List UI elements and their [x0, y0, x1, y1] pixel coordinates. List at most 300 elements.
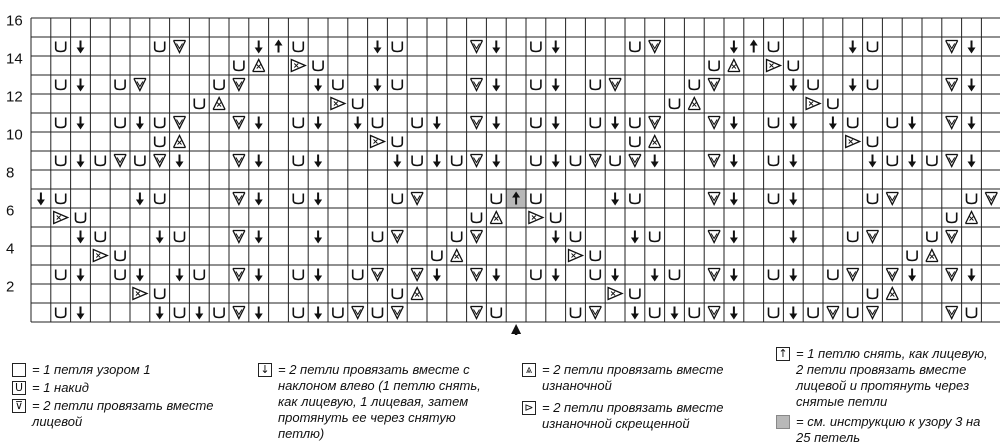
- stitch-dn: [492, 79, 500, 92]
- stitch-A2: [490, 212, 502, 224]
- stitch-V2: [174, 117, 186, 129]
- stitch-U: [293, 308, 303, 318]
- stitch-dn: [552, 41, 560, 54]
- stitch-U: [293, 156, 303, 166]
- stitch-U: [76, 213, 86, 223]
- legend-item-ssk: [258, 362, 498, 442]
- legend-text: = 2 петли провязать вместе изнаночной скрещенной: [542, 400, 724, 431]
- stitch-dn: [671, 307, 679, 320]
- stitch-U: [155, 118, 165, 128]
- stitch-U: [531, 194, 541, 204]
- stitch-dn: [354, 117, 362, 130]
- stitch-U: [56, 156, 66, 166]
- stitch-dn: [77, 155, 85, 168]
- stitch-U: [848, 118, 858, 128]
- row-label-left: 16: [6, 12, 23, 30]
- stitch-dn: [77, 269, 85, 282]
- stitch-dn: [908, 117, 916, 130]
- stitch-U: [373, 308, 383, 318]
- stitch-P2: [93, 250, 107, 262]
- stitch-V2: [589, 155, 601, 167]
- stitch-dn: [789, 269, 797, 282]
- stitch-V2: [867, 307, 879, 319]
- stitch-dn: [77, 117, 85, 130]
- stitch-V2: [708, 117, 720, 129]
- stitch-U: [927, 156, 937, 166]
- stitch-dn: [156, 307, 164, 320]
- stitch-U: [392, 194, 402, 204]
- stitch-dn: [255, 155, 263, 168]
- stitch-U: [808, 308, 818, 318]
- stitch-dn: [631, 307, 639, 320]
- stitch-up: [275, 40, 283, 53]
- stitch-dn: [37, 193, 45, 206]
- stitch-dn: [374, 41, 382, 54]
- stitch-U: [392, 42, 402, 52]
- stitch-U: [194, 99, 204, 109]
- stitch-U: [313, 61, 323, 71]
- stitch-U: [769, 308, 779, 318]
- stitch-V2: [154, 155, 166, 167]
- stitch-U: [630, 289, 640, 299]
- stitch-U: [452, 156, 462, 166]
- stitch-V2: [233, 117, 245, 129]
- stitch-U: [56, 118, 66, 128]
- stitch-V2: [946, 79, 958, 91]
- stitch-V2: [649, 117, 661, 129]
- stitch-V2: [233, 155, 245, 167]
- stitch-dn: [908, 269, 916, 282]
- row-label-left: 10: [6, 126, 23, 144]
- row-label-left: 8: [6, 164, 15, 182]
- stitch-dn: [492, 41, 500, 54]
- stitch-dn: [77, 231, 85, 244]
- stitch-P2: [846, 136, 860, 148]
- stitch-dn: [492, 155, 500, 168]
- stitch-V2: [985, 193, 997, 205]
- stitch-V2: [471, 117, 483, 129]
- stitch-U: [769, 118, 779, 128]
- stitch-P2: [133, 288, 147, 300]
- stitch-U: [689, 308, 699, 318]
- stitch-V2: [946, 117, 958, 129]
- stitch-V2: [471, 231, 483, 243]
- stitch-dn: [433, 117, 441, 130]
- stitch-dn: [730, 117, 738, 130]
- stitch-U: [373, 118, 383, 128]
- stitch-A2: [966, 212, 978, 224]
- stitch-dn: [552, 155, 560, 168]
- stitch-U: [947, 213, 957, 223]
- stitch-dn: [552, 79, 560, 92]
- stitch-U: [392, 137, 402, 147]
- stitch-U: [155, 194, 165, 204]
- stitch-dn: [611, 117, 619, 130]
- stitch-U: [709, 61, 719, 71]
- stitch-V2: [411, 193, 423, 205]
- stitch-dn: [730, 307, 738, 320]
- stitch-dn: [314, 269, 322, 282]
- stitch-V2: [372, 269, 384, 281]
- stitch-dn: [314, 193, 322, 206]
- stitch-U: [293, 42, 303, 52]
- stitch-U: [155, 42, 165, 52]
- stitch-dn: [255, 231, 263, 244]
- stitch-V2: [471, 307, 483, 319]
- stitch-V2: [233, 269, 245, 281]
- stitch-dn: [255, 307, 263, 320]
- stitch-dn: [730, 41, 738, 54]
- stitch-U: [293, 118, 303, 128]
- stitch-V2: [589, 307, 601, 319]
- stitch-dn: [176, 155, 184, 168]
- row-label-left: 12: [6, 88, 23, 106]
- stitch-V2: [352, 307, 364, 319]
- legend-item-p2tog: [522, 362, 742, 394]
- stitch-U: [353, 99, 363, 109]
- stitch-dn: [789, 193, 797, 206]
- row-label-left: 4: [6, 240, 15, 258]
- stitch-V2: [946, 155, 958, 167]
- stitch-V2: [174, 41, 186, 53]
- row-label-left: 14: [6, 50, 23, 68]
- stitch-U: [590, 251, 600, 261]
- stitch-dn: [849, 41, 857, 54]
- stitch-dn: [789, 231, 797, 244]
- stitch-U: [333, 80, 343, 90]
- stitch-dn: [77, 307, 85, 320]
- stitch-dn: [869, 155, 877, 168]
- stitch-P2: [569, 250, 583, 262]
- stitch-U: [531, 42, 541, 52]
- stitch-U: [670, 270, 680, 280]
- stitch-U: [472, 213, 482, 223]
- stitch-dn: [789, 307, 797, 320]
- stitch-V2: [708, 307, 720, 319]
- stitch-U: [927, 232, 937, 242]
- stitch-U: [95, 156, 105, 166]
- stitch-A2: [213, 98, 225, 110]
- stitch-P2: [806, 98, 820, 110]
- stitch-dn: [908, 155, 916, 168]
- legend-text: = 2 петли провязать вместе изнаночной: [542, 362, 724, 393]
- legend-item-k2tog: [12, 398, 222, 430]
- stitch-dn: [255, 117, 263, 130]
- stitch-dn: [968, 79, 976, 92]
- stitch-U: [491, 194, 501, 204]
- stitch-U: [531, 270, 541, 280]
- stitch-U: [868, 194, 878, 204]
- stitch-dn: [631, 231, 639, 244]
- stitch-U: [333, 308, 343, 318]
- stitch-U: [848, 232, 858, 242]
- ssk-arrow-down-icon: ↓: [258, 363, 272, 377]
- stitch-U: [175, 308, 185, 318]
- stitch-U: [353, 270, 363, 280]
- stitch-U: [373, 232, 383, 242]
- stitch-V2: [946, 269, 958, 281]
- stitch-V2: [471, 79, 483, 91]
- stitch-U: [650, 232, 660, 242]
- stitch-U: [967, 308, 977, 318]
- stitch-dn: [552, 117, 560, 130]
- stitch-V2: [609, 79, 621, 91]
- stitch-P2: [291, 60, 305, 72]
- stitch-dn: [552, 231, 560, 244]
- sk2p-arrow-up-icon: ↑: [776, 347, 790, 361]
- stitch-U: [590, 270, 600, 280]
- stitch-dn: [968, 269, 976, 282]
- stitch-U: [56, 194, 66, 204]
- legend-text: = 2 петли провязать вместе с наклоном влево (1 петлю снять, как лицевую, 1 лицевая, затем протянуть ее через снятую петлю): [278, 362, 481, 441]
- stitch-U: [630, 137, 640, 147]
- stitch-V2: [886, 269, 898, 281]
- stitch-U: [848, 308, 858, 318]
- stitch-U: [828, 99, 838, 109]
- stitch-V2: [708, 155, 720, 167]
- k2tog-icon: ⊽: [12, 399, 26, 413]
- stitch-A2: [451, 250, 463, 262]
- stitch-U: [769, 270, 779, 280]
- stitch-U: [828, 270, 838, 280]
- stitch-U: [650, 308, 660, 318]
- stitch-U: [175, 232, 185, 242]
- legend-column-3: [522, 362, 742, 432]
- stitch-U: [115, 118, 125, 128]
- legend-item-gray: [776, 414, 996, 446]
- stitch-V2: [708, 231, 720, 243]
- stitch-U: [868, 80, 878, 90]
- stitch-U: [788, 61, 798, 71]
- stitch-U: [234, 61, 244, 71]
- stitch-V2: [708, 193, 720, 205]
- stitch-U: [769, 42, 779, 52]
- stitch-U: [135, 156, 145, 166]
- stitch-dn: [730, 231, 738, 244]
- stitch-dn: [968, 117, 976, 130]
- row-label-left: 6: [6, 202, 15, 220]
- stitch-A2: [649, 136, 661, 148]
- stitch-dn: [611, 193, 619, 206]
- stitch-U: [571, 232, 581, 242]
- stitch-U: [214, 308, 224, 318]
- stitch-A2: [886, 288, 898, 300]
- stitch-dn: [136, 269, 144, 282]
- stitch-V2: [886, 193, 898, 205]
- stitch-U: [115, 80, 125, 90]
- gray-square-icon: [776, 415, 790, 429]
- stitch-dn: [255, 269, 263, 282]
- stitch-U: [95, 232, 105, 242]
- legend-column-1: [12, 362, 232, 430]
- stitch-V2: [827, 307, 839, 319]
- stitch-dn: [136, 117, 144, 130]
- legend-text: = 1 накид: [32, 380, 89, 395]
- stitch-U: [531, 80, 541, 90]
- p2tog-icon: ⩓: [522, 363, 536, 377]
- stitch-V2: [946, 307, 958, 319]
- stitch-U: [452, 232, 462, 242]
- stitch-dn: [433, 269, 441, 282]
- stitch-dn: [255, 193, 263, 206]
- stitch-dn: [611, 269, 619, 282]
- stitch-dn: [136, 193, 144, 206]
- legend-text: = см. инструкцию к узору 3 на 25 петель: [796, 414, 981, 445]
- stitch-P2: [371, 136, 385, 148]
- stitch-dn: [492, 269, 500, 282]
- stitch-dn: [393, 155, 401, 168]
- stitch-U: [571, 156, 581, 166]
- stitch-V2: [471, 269, 483, 281]
- stitch-dn: [789, 155, 797, 168]
- stitch-V2: [708, 269, 720, 281]
- legend-item-p2tog-tbl: [522, 400, 742, 432]
- stitch-V2: [391, 307, 403, 319]
- legend-item-sk2p: [776, 346, 996, 410]
- stitch-U: [670, 99, 680, 109]
- stitch-dn: [789, 117, 797, 130]
- stitch-V2: [708, 79, 720, 91]
- stitch-V2: [649, 41, 661, 53]
- stitch-U: [56, 308, 66, 318]
- stitch-U: [769, 194, 779, 204]
- stitch-U: [689, 80, 699, 90]
- stitch-U: [293, 194, 303, 204]
- stitch-up: [750, 40, 758, 53]
- stitch-dn: [968, 155, 976, 168]
- stitch-U: [590, 80, 600, 90]
- stitch-V2: [629, 155, 641, 167]
- stitch-dn: [651, 269, 659, 282]
- stitch-dn: [77, 79, 85, 92]
- stitch-U: [56, 80, 66, 90]
- legend-item-empty: [12, 362, 232, 378]
- stitch-P2: [331, 98, 345, 110]
- row-label-left: 2: [6, 278, 15, 296]
- legend-text: = 1 петлю снять, как лицевую, 2 петли провязать вместе лицевой и протянуть через снятые петли: [796, 346, 988, 409]
- stitch-A2: [253, 60, 265, 72]
- stitch-P2: [608, 288, 622, 300]
- stitch-U: [531, 118, 541, 128]
- stitch-dn: [730, 155, 738, 168]
- stitch-dn: [492, 117, 500, 130]
- stitch-V2: [471, 155, 483, 167]
- stitch-U: [887, 118, 897, 128]
- stitch-U: [531, 156, 541, 166]
- stitch-U: [551, 213, 561, 223]
- stitch-dn: [730, 193, 738, 206]
- legend-item-yarn-over: [12, 380, 232, 396]
- legend-column-4: [776, 346, 996, 446]
- stitch-P2: [767, 60, 781, 72]
- stitch-V2: [233, 79, 245, 91]
- stitch-A2: [174, 136, 186, 148]
- stitch-U: [412, 156, 422, 166]
- stitch-U: [155, 289, 165, 299]
- stitch-dn: [314, 117, 322, 130]
- stitch-U: [155, 137, 165, 147]
- stitch-U: [967, 194, 977, 204]
- stitch-V2: [411, 269, 423, 281]
- legend-column-2: [258, 362, 498, 442]
- stitch-dn: [968, 41, 976, 54]
- stitch-dn: [314, 155, 322, 168]
- stitch-U: [630, 118, 640, 128]
- stitch-U: [432, 251, 442, 261]
- stitch-dn: [849, 79, 857, 92]
- stitch-dn: [829, 117, 837, 130]
- stitch-U: [115, 251, 125, 261]
- stitch-V2: [946, 41, 958, 53]
- stitch-U: [868, 137, 878, 147]
- empty-square-icon: [12, 363, 26, 377]
- stitch-U: [868, 42, 878, 52]
- stitch-U: [590, 118, 600, 128]
- stitch-U: [56, 270, 66, 280]
- stitch-dn: [651, 155, 659, 168]
- center-marker-arrow-icon: [511, 324, 521, 335]
- stitch-U: [868, 289, 878, 299]
- stitch-V2: [134, 79, 146, 91]
- stitch-V2: [847, 269, 859, 281]
- yarn-over-icon: U: [12, 381, 26, 395]
- stitch-dn: [314, 307, 322, 320]
- stitch-U: [392, 80, 402, 90]
- stitch-U: [808, 80, 818, 90]
- stitch-U: [491, 308, 501, 318]
- stitch-dn: [552, 269, 560, 282]
- stitch-U: [907, 251, 917, 261]
- stitch-dn: [255, 41, 263, 54]
- stitch-U: [769, 156, 779, 166]
- stitch-dn: [374, 79, 382, 92]
- stitch-V2: [471, 41, 483, 53]
- stitch-U: [887, 156, 897, 166]
- stitch-U: [194, 270, 204, 280]
- stitch-V2: [867, 231, 879, 243]
- legend-text: = 1 петля узором 1: [32, 362, 151, 377]
- stitch-dn: [789, 79, 797, 92]
- stitch-A2: [926, 250, 938, 262]
- stitch-dn: [433, 155, 441, 168]
- legend-text: = 2 петли провязать вместе лицевой: [32, 398, 214, 429]
- stitch-V2: [946, 231, 958, 243]
- stitch-A2: [688, 98, 700, 110]
- stitch-U: [630, 42, 640, 52]
- stitch-dn: [77, 41, 85, 54]
- stitch-dn: [195, 307, 203, 320]
- stitch-U: [630, 194, 640, 204]
- stitch-V2: [114, 155, 126, 167]
- stitch-dn: [314, 79, 322, 92]
- stitch-U: [56, 42, 66, 52]
- stitch-U: [392, 289, 402, 299]
- p2tog-tbl-icon: ⊳: [522, 401, 536, 415]
- stitch-V2: [233, 193, 245, 205]
- stitch-U: [610, 156, 620, 166]
- stitch-V2: [233, 307, 245, 319]
- stitch-dn: [176, 269, 184, 282]
- stitch-U: [214, 80, 224, 90]
- stitch-V2: [391, 231, 403, 243]
- stitch-P2: [529, 212, 543, 224]
- stitch-U: [412, 118, 422, 128]
- stitch-V2: [233, 231, 245, 243]
- stitch-A2: [411, 288, 423, 300]
- stitch-U: [571, 308, 581, 318]
- stitch-P2: [54, 212, 68, 224]
- stitch-A2: [728, 60, 740, 72]
